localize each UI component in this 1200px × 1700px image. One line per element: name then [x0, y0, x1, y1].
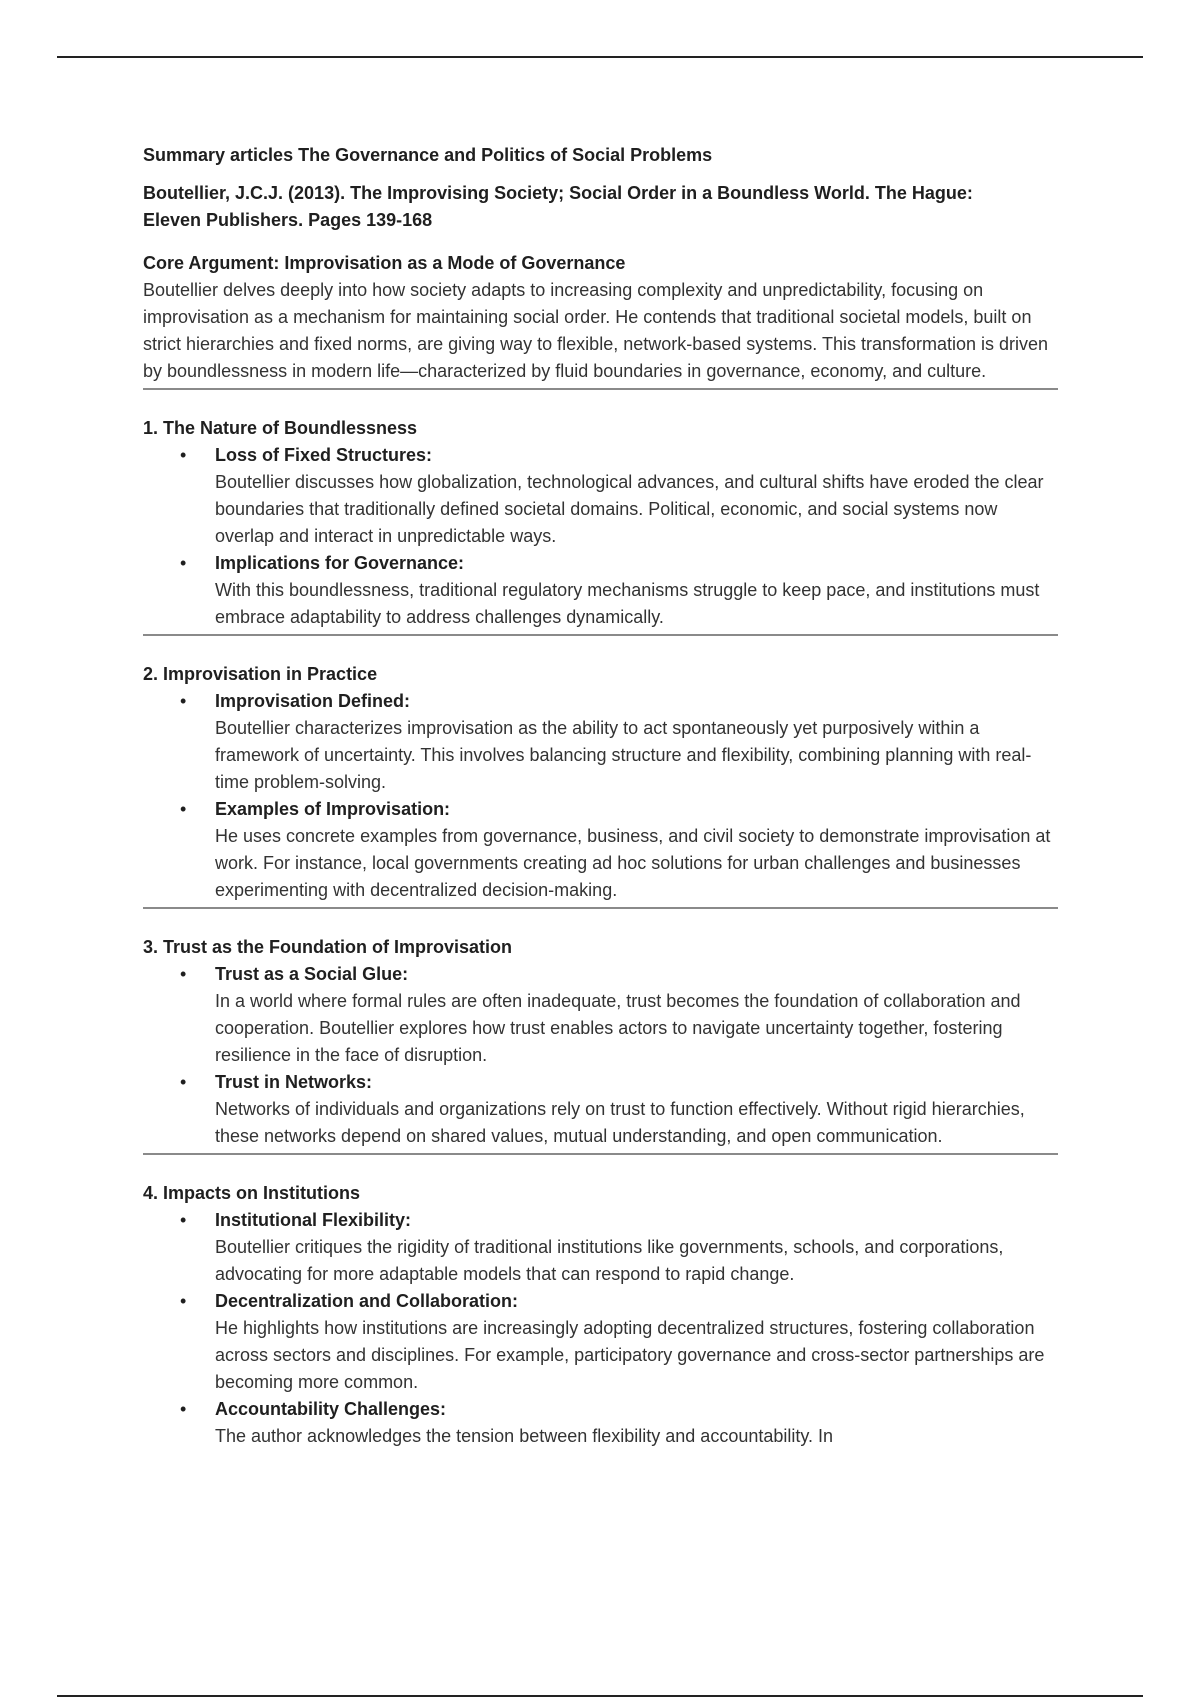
core-argument-text: Boutellier delves deeply into how society adapts to increasing complexity and unpredictability, focusing on improvisation as a mechanism for maintaining social order. He contends that traditional societal models, built on strict hierarchies and fixed norms, are giving way to flexible, network-based systems. This transformation is driven by boundlessness in modern life—characterized by fluid boundaries in governance, economy, and culture. [143, 280, 1049, 381]
list-item [143, 550, 1058, 631]
bullet-text: Boutellier discusses how globalization, technological advances, and cultural shifts have eroded the clear boundaries that traditionally defined societal domains. Political, economic, and social systems now overlap and interact in unpredictable ways. [215, 472, 1044, 546]
bullet-title: Improvisation Defined: [215, 691, 411, 711]
section-heading: 3. Trust as the Foundation of Improvisation [143, 937, 513, 957]
document-body [143, 142, 1058, 1450]
bullet-icon: • [180, 1399, 187, 1419]
core-argument-heading: Core Argument: Improvisation as a Mode of Governance [143, 253, 626, 273]
bullet-title: Decentralization and Collaboration: [215, 1291, 519, 1311]
bullet-title: Implications for Governance: [215, 553, 465, 573]
bullet-icon: • [180, 1210, 187, 1230]
section-heading: 1. The Nature of Boundlessness [143, 418, 418, 438]
section-impacts-on-institutions [143, 1155, 1058, 1450]
bullet-text: Boutellier critiques the rigidity of traditional institutions like governments, schools, and corporations, advocating for more adaptable models that can respond to rapid change. [215, 1237, 1004, 1284]
list-item [143, 442, 1058, 550]
bullet-icon: • [180, 553, 187, 573]
bullet-text: The author acknowledges the tension between flexibility and accountability. In [215, 1426, 834, 1446]
list-item [143, 1396, 1058, 1450]
citation [143, 180, 1058, 234]
bullet-icon: • [180, 1072, 187, 1092]
list-item [143, 1207, 1058, 1288]
bullet-text: With this boundlessness, traditional regulatory mechanisms struggle to keep pace, and institutions must embrace adaptability to address challenges dynamically. [215, 580, 1040, 627]
bullet-icon: • [180, 445, 187, 465]
section-heading: 4. Impacts on Institutions [143, 1183, 361, 1203]
bullet-text: Networks of individuals and organizations rely on trust to function effectively. Without rigid hierarchies, these networks depend on shared values, mutual understanding, and open communication. [215, 1099, 1025, 1146]
bullet-text: He uses concrete examples from governance, business, and civil society to demonstrate improvisation at work. For instance, local governments creating ad hoc solutions for urban challenges and businesses experimenting with decentralized decision-making. [215, 826, 1051, 900]
bullet-icon: • [180, 1291, 187, 1311]
document-title: Summary articles The Governance and Politics of Social Problems [143, 145, 713, 165]
page-bottom-rule [57, 1695, 1143, 1697]
bullet-text: Boutellier characterizes improvisation as the ability to act spontaneously yet purposively within a framework of uncertainty. This involves balancing structure and flexibility, combining planning with real-time problem-solving. [215, 718, 1032, 792]
citation-line-1: Boutellier, J.C.J. (2013). The Improvising Society; Social Order in a Boundless World. The Hague: [143, 183, 973, 203]
list-item [143, 796, 1058, 904]
list-item [143, 688, 1058, 796]
bullet-title: Accountability Challenges: [215, 1399, 447, 1419]
bullet-title: Loss of Fixed Structures: [215, 445, 433, 465]
citation-line-2: Eleven Publishers. Pages 139-168 [143, 210, 433, 230]
section-heading: 2. Improvisation in Practice [143, 664, 378, 684]
list-item [143, 1288, 1058, 1396]
bullet-icon: • [180, 964, 187, 984]
bullet-text: In a world where formal rules are often inadequate, trust becomes the foundation of collaboration and cooperation. Boutellier explores how trust enables actors to navigate uncertainty together, fostering resilience in the face of disruption. [215, 991, 1021, 1065]
list-item [143, 961, 1058, 1069]
bullet-title: Examples of Improvisation: [215, 799, 451, 819]
bullet-icon: • [180, 691, 187, 711]
bullet-title: Institutional Flexibility: [215, 1210, 412, 1230]
page-top-rule [57, 56, 1143, 58]
bullet-title: Trust as a Social Glue: [215, 964, 409, 984]
bullet-icon: • [180, 799, 187, 819]
bullet-title: Trust in Networks: [215, 1072, 373, 1092]
list-item [143, 1069, 1058, 1150]
section-improvisation-in-practice [143, 636, 1058, 909]
section-trust [143, 909, 1058, 1155]
section-boundlessness [143, 390, 1058, 636]
bullet-text: He highlights how institutions are increasingly adopting decentralized structures, fostering collaboration across sectors and disciplines. For example, participatory governance and cross-sector partnerships are becoming more common. [215, 1318, 1045, 1392]
